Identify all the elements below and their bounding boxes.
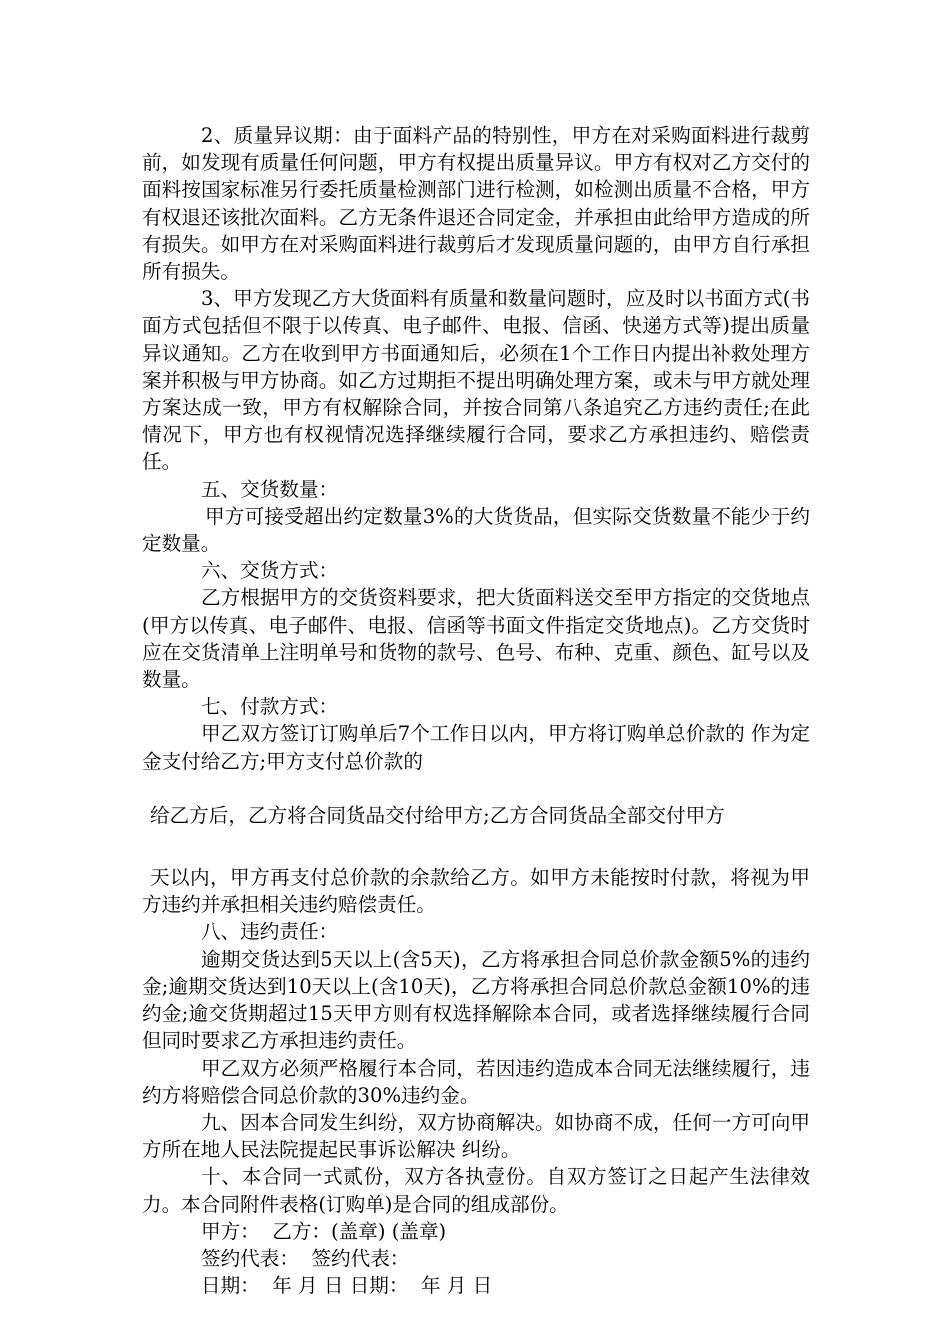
paragraph-dispute-resolution: 九、因本合同发生纠纷，双方协商解决。如协商不成，任何一方可向甲方所在地人民法院提起民事诉讼解决 纠纷。: [142, 1110, 810, 1162]
signature-dates: 日期： 年 月 日 日期： 年 月 日: [201, 1274, 493, 1298]
section-heading-liability: 八、违约责任：: [201, 920, 339, 944]
paragraph-breach-penalty: 甲乙双方必须严格履行本合同，若因违约造成本合同无法继续履行，违约方将赔偿合同总价款的30%违约金。: [142, 1056, 810, 1107]
section-heading-delivery-method: 六、交货方式：: [201, 559, 339, 583]
paragraph-payment-delivery: 给乙方后，乙方将合同货品交付给甲方;乙方合同货品全部交付甲方: [150, 803, 725, 827]
paragraph-payment-deposit: 甲乙双方签订订购单后7个工作日以内，甲方将订购单总价款的 作为定金支付给乙方;甲方支付总价款的: [142, 722, 810, 773]
paragraph-quality-issue-notice: 3、甲方发现乙方大货面料有质量和数量问题时，应及时以书面方式(书面方式包括但不限于以传真、电子邮件、电报、信函、快递方式等)提出质量异议通知。乙方在收到甲方书面通知后，必须在1个工作日内提出补救处理方案并积极与甲方协商。如乙方过期拒不提出明确处理方案，或未与甲方就处理方案达成一致，甲方有权解除合同，并按合同第八条追究乙方违约责任;在此情况下，甲方也有权视情况选择继续履行合同，要求乙方承担违约、赔偿责任。: [142, 287, 810, 474]
signature-representatives: 签约代表： 签约代表：: [201, 1246, 410, 1270]
paragraph-late-delivery-penalty: 逾期交货达到5天以上(含5天)，乙方将承担合同总价款金额5%的违约金;逾期交货达到10天以上(含10天)，乙方将承担合同总价款总金额10%的违约金;逾交货期超过15天甲方则有权选择解除本合同，或者选择继续履行合同但同时要求乙方承担违约责任。: [142, 947, 810, 1053]
signature-parties: 甲方： 乙方：(盖章) (盖章): [201, 1219, 447, 1243]
paragraph-delivery-quantity: 甲方可接受超出约定数量3%的大货货品，但实际交货数量不能少于约定数量。: [142, 504, 810, 556]
paragraph-quality-objection-period: 2、质量异议期：由于面料产品的特别性，甲方在对采购面料进行裁剪前，如发现有质量任何问题，甲方有权提出质量异议。甲方有权对乙方交付的面料按国家标准另行委托质量检测部门进行检测，如检测出质量不合格，甲方有权退还该批次面料。乙方无条件退还合同定金，并承担由此给甲方造成的所有损失。如甲方在对采购面料进行裁剪后才发现质量问题的，由甲方自行承担所有损失。: [142, 124, 810, 284]
paragraph-payment-balance: 天以内，甲方再支付总价款的余款给乙方。如甲方未能按时付款，将视为甲方违约并承担相关违约赔偿责任。: [142, 866, 810, 917]
section-heading-delivery-quantity: 五、交货数量：: [201, 477, 339, 501]
document-body: [142, 122, 810, 1299]
paragraph-delivery-method: 乙方根据甲方的交货资料要求，把大货面料送交至甲方指定的交货地点(甲方以传真、电子邮件、电报、信函等书面文件指定交货地点)。乙方交货时应在交货清单上注明单号和货物的款号、色号、布种、克重、颜色、缸号以及数量。: [142, 586, 810, 692]
paragraph-contract-copies: 十、本合同一式贰份，双方各执壹份。自双方签订之日起产生法律效力。本合同附件表格(订购单)是合同的组成部份。: [142, 1165, 810, 1216]
section-heading-payment-method: 七、付款方式：: [201, 695, 339, 719]
